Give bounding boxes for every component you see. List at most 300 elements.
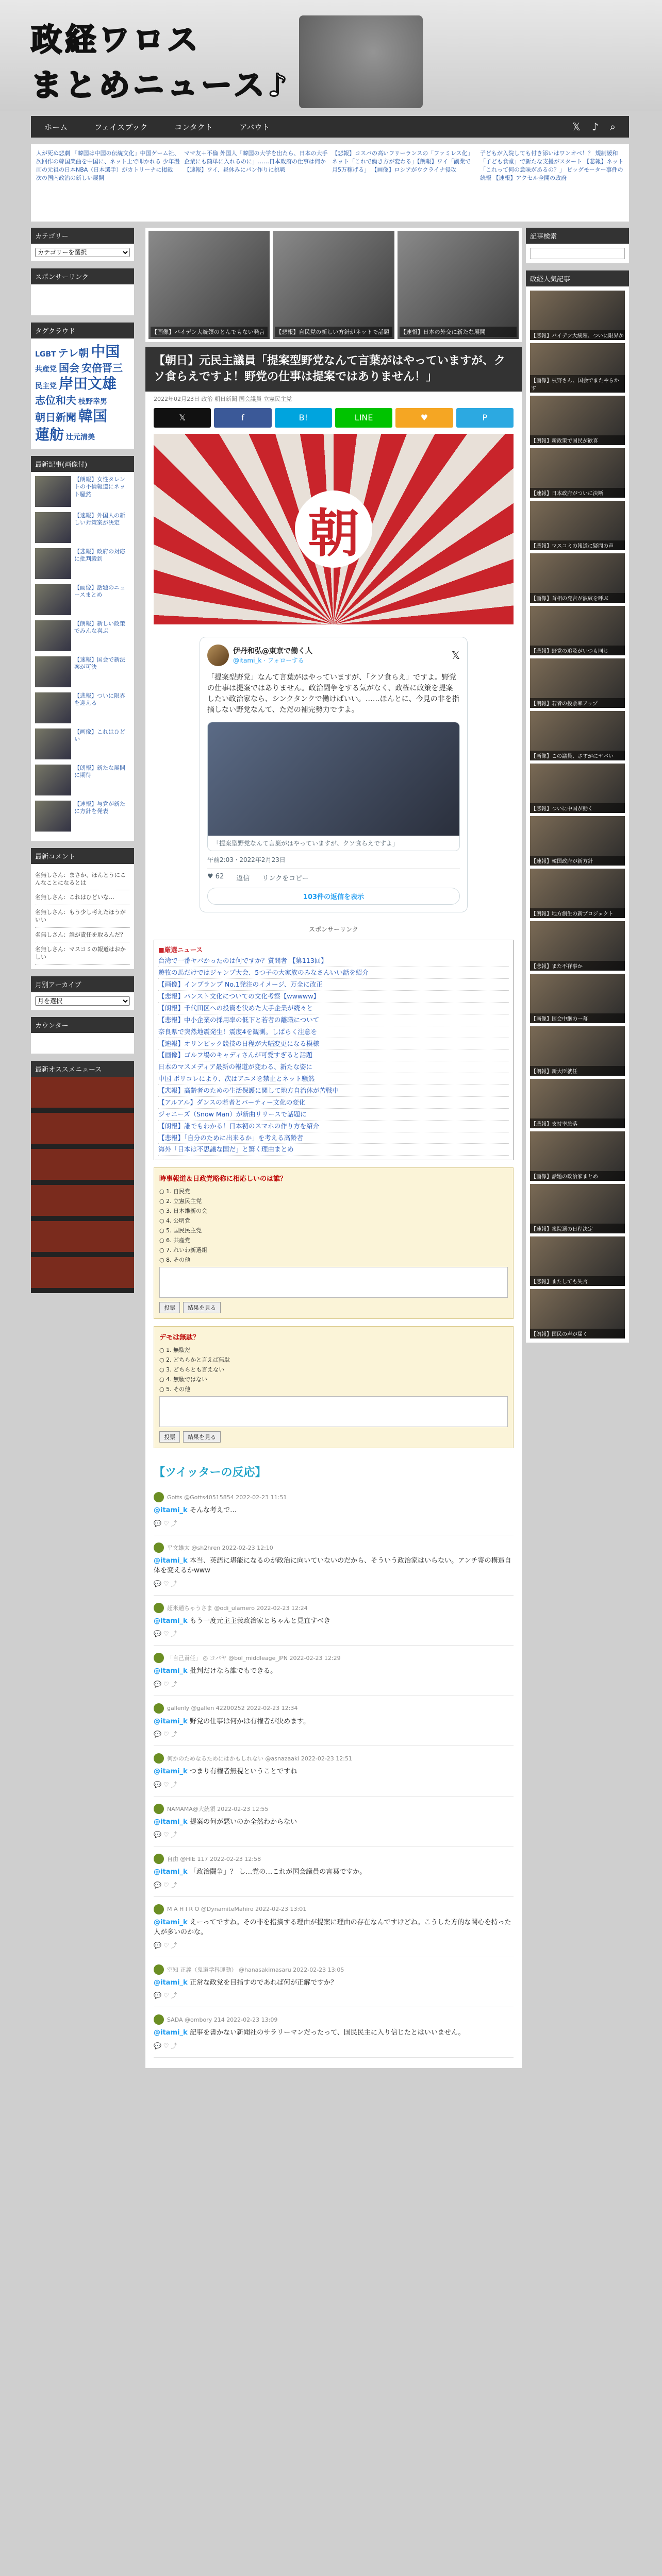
copy-link-button[interactable]: リンクをコピー: [262, 874, 309, 883]
reply-user[interactable]: NAMAMA@大統領 2022-02-23 12:55: [167, 1805, 269, 1812]
share-feedly-button[interactable]: P: [456, 408, 514, 428]
featured-thumb[interactable]: 【速報】日本の外交に新たな展開: [398, 231, 519, 339]
tweet-handle[interactable]: @itami_k · フォローする: [233, 657, 304, 665]
tag-link[interactable]: 枝野幸男: [78, 397, 107, 406]
x-icon[interactable]: 𝕏: [451, 649, 460, 662]
tag-link[interactable]: 韓国: [78, 407, 108, 425]
radio-icon[interactable]: ○: [159, 1366, 167, 1374]
reply-user[interactable]: M A H I R O @DynamiteMahiro 2022-02-23 13:01: [167, 1906, 307, 1913]
poll-option-label: 5. 国民民主党: [166, 1227, 202, 1234]
avatar[interactable]: [154, 1703, 164, 1714]
thumbnail: [35, 801, 71, 832]
poll-1: [154, 1167, 514, 1319]
reply-header: [154, 1904, 514, 1914]
reply-text: @itami_k もう一度元主主義政治家とちゃんと見直すべき: [154, 1617, 330, 1625]
vote-button[interactable]: 投票: [159, 1431, 180, 1443]
popular-widget: [31, 456, 134, 841]
popular-item[interactable]: [35, 620, 130, 651]
headline-ticker: [31, 144, 629, 222]
popular-item-title: 【朗報】新たな展開に期待: [74, 764, 125, 779]
reply-user[interactable]: 平文雄太 @sh2hren 2022-02-23 12:10: [167, 1544, 273, 1551]
poll-option-label: 4. 公明党: [166, 1217, 191, 1225]
popular-item-title: 【速報】外国人の新しい対策案が決定: [74, 512, 125, 527]
poll-option[interactable]: [159, 1375, 508, 1383]
share-facebook-button[interactable]: f: [214, 408, 271, 428]
ticker-col[interactable]: 人が死ぬ悲劇 「韓国は中国の伝統文化」中国ゲーム社、次回作の韓国楽曲を中国に、ネット上で叩かれる 少年漫画の元祖の日本NBA（日本選手）がカトリーナに掲載 次の国内政治の新しい展開: [36, 150, 180, 181]
sidebar-article-title: 【画像】首相の発言が波紋を呼ぶ: [530, 593, 625, 603]
sidebar-article-title: 【画像】この議員、さすがにヤバい: [530, 751, 625, 760]
reply-actions[interactable]: 💬 ♡ ⤴: [154, 1630, 177, 1638]
sidebar-article[interactable]: [530, 974, 625, 1023]
thumbnail: [35, 548, 71, 579]
nav-social: [572, 121, 629, 133]
popular-item[interactable]: [35, 728, 130, 759]
sidebar-article[interactable]: [530, 658, 625, 708]
poll-option[interactable]: [159, 1355, 508, 1364]
sidebar-article-title: 【悲報】ついに中国が動く: [530, 803, 625, 813]
avatar[interactable]: [154, 1904, 164, 1914]
tweet-link-card[interactable]: [207, 722, 460, 851]
poll-option[interactable]: [159, 1236, 508, 1244]
sidebar-article[interactable]: [530, 816, 625, 866]
tweet-reply-item: [154, 1846, 514, 1897]
reply-text: @itami_k 正常な政党を目指すのであれば何が正解ですか？: [154, 1978, 338, 1987]
sidebar-article[interactable]: [530, 711, 625, 760]
counter-widget: [31, 1017, 134, 1054]
reply-user[interactable]: 超米通ちゃうさま @odi_ulamero 2022-02-23 12:24: [167, 1604, 308, 1612]
reply-header: [154, 1543, 514, 1553]
reply-mention[interactable]: @itami_k: [154, 1978, 190, 1987]
comment-item[interactable]: 名無しさん：マスコミの報道はおかしい: [35, 942, 130, 965]
news-link[interactable]: 【画像】インプランプ No.1発注のイメージ、万全に改正: [158, 979, 509, 991]
tag-link[interactable]: テレ朝: [58, 347, 89, 359]
sidebar-article[interactable]: [530, 448, 625, 498]
sidebar-article-title: 【朗報】若者の投票率アップ: [530, 698, 625, 708]
avatar[interactable]: [154, 1653, 164, 1663]
tag-link[interactable]: 岸田文雄: [59, 375, 117, 393]
reply-mention[interactable]: @itami_k: [154, 1868, 190, 1876]
poll-option[interactable]: [159, 1197, 508, 1205]
reply-actions[interactable]: 💬 ♡ ⤴: [154, 1680, 177, 1688]
news-link[interactable]: 【画像】ゴルフ場のキャディさんが可愛すぎると話題: [158, 1049, 509, 1061]
nav-facebook[interactable]: フェイスブック: [94, 122, 148, 132]
site-header: [0, 0, 662, 111]
nav-about[interactable]: アバウト: [239, 122, 270, 132]
category-select[interactable]: [35, 248, 130, 257]
reply-actions[interactable]: 💬 ♡ ⤴: [154, 1519, 177, 1527]
avatar[interactable]: [154, 2014, 164, 2025]
widget-title: カウンター: [31, 1017, 134, 1033]
radio-icon[interactable]: ○: [159, 1227, 167, 1234]
radio-icon[interactable]: ○: [159, 1347, 167, 1354]
reply-header: [154, 2014, 514, 2025]
popular-item-title: 【画像】これはひどい: [74, 728, 125, 743]
popular-item-title: 【朗報】新しい政策でみんな喜ぶ: [74, 620, 125, 635]
tag-link[interactable]: 朝日新聞: [35, 411, 76, 423]
share-line-button[interactable]: LINE: [335, 408, 392, 428]
comment-item[interactable]: 名無しさん：もう少し考えたほうがいい: [35, 905, 130, 928]
sidebar-article-title: 【速報】衆院選の日程決定: [530, 1224, 625, 1233]
sidebar-article-title: 【速報】日本政府がついに決断: [530, 488, 625, 498]
sidebar-article[interactable]: [530, 869, 625, 918]
poll-option-label: 6. 共産党: [166, 1237, 191, 1244]
news-link[interactable]: 【悲報】「自分のために出来るか」を考える高齢者: [158, 1132, 509, 1144]
reply-actions[interactable]: 💬 ♡ ⤴: [154, 1580, 177, 1587]
news-link[interactable]: 中国 ポリコレにより、次はアニメを禁止とネット騒然: [158, 1073, 509, 1085]
reply-user[interactable]: 何かのためなるためにはかもしれない @asnazaaki 2022-02-23 12:51: [167, 1755, 352, 1762]
sidebar-article-title: 【朗報】国民の声が届く: [530, 1329, 625, 1338]
news-link[interactable]: 遊牧の馬だけではジャンプ大会、5つ子の大家族のみなさんいい話を紹介: [158, 967, 509, 979]
popular-item-title: 【朗報】女性タレントの不倫報道にネット騒然: [74, 476, 125, 498]
nav-contact[interactable]: コンタクト: [174, 122, 213, 132]
tag-link[interactable]: 蓮舫: [35, 426, 64, 444]
widget-title: 政経人気記事: [526, 270, 629, 286]
reply-user[interactable]: 「自己責任」 ◎ コバヤ @bol_middleage_JPN 2022-02-23 12:29: [167, 1655, 341, 1662]
poll-comment-input[interactable]: [159, 1267, 508, 1298]
thumbnail: [35, 728, 71, 759]
poll-option[interactable]: [159, 1216, 508, 1225]
tweet-reply-item: [154, 1596, 514, 1646]
news-link[interactable]: ジャニーズ（Snow Man）が新曲リリースで話題に: [158, 1109, 509, 1121]
sidebar-article[interactable]: [530, 291, 625, 340]
sidebar-article[interactable]: [530, 553, 625, 603]
featured-thumb[interactable]: 【悲報】自民党の新しい方針がネットで話題: [273, 231, 394, 339]
popular-item-title: 【速報】与党が新たに方針を発表: [74, 800, 125, 815]
news-link[interactable]: 日本のマスメディア最新の報道が変わる、新たな姿に: [158, 1061, 509, 1073]
tag-link[interactable]: 国会: [59, 362, 79, 375]
vote-button[interactable]: 投票: [159, 1302, 180, 1313]
avatar[interactable]: [154, 1964, 164, 1975]
news-link[interactable]: 【悲報】高齢者のための生活保護に関して地方自治体が苦戦中: [158, 1085, 509, 1097]
sidebar-article[interactable]: [530, 606, 625, 655]
sponsor-widget: [31, 268, 134, 315]
reply-user[interactable]: gallenly @gallen 42200252 2022-02-23 12:34: [167, 1705, 298, 1712]
reply-actions[interactable]: 💬 ♡ ⤴: [154, 1731, 177, 1738]
sidebar-article[interactable]: [530, 921, 625, 971]
poll-option-label: 2. どちらかと言えば無駄: [166, 1357, 230, 1364]
reply-mention[interactable]: @itami_k: [154, 1818, 190, 1826]
reply-mention[interactable]: @itami_k: [154, 1506, 190, 1515]
tag-link[interactable]: 辻元清美: [66, 433, 95, 442]
poll-option-label: 2. 立憲民主党: [166, 1198, 202, 1205]
widget-title: スポンサーリンク: [31, 268, 134, 284]
logo-title-line1: 政経ワロス: [31, 22, 201, 58]
poll-option-label: 4. 無駄ではない: [166, 1376, 208, 1383]
sidebar-article[interactable]: [530, 1289, 625, 1338]
sidebar-article-title: 【悲報】またしても失言: [530, 1276, 625, 1286]
avatar[interactable]: [154, 1543, 164, 1553]
reply-header: [154, 1703, 514, 1714]
article: [145, 347, 522, 2068]
poll-2: [154, 1326, 514, 1448]
popular-item[interactable]: [35, 765, 130, 795]
tweet-card-caption: 「提案型野党なんて言葉がはやっていますが、クソ食らえですよ」: [213, 839, 399, 847]
tweet-card-image: [208, 722, 459, 836]
tweet-reply-item: [154, 1485, 514, 1535]
avatar[interactable]: [154, 1492, 164, 1502]
sidebar-article-title: 【画像】国会中継の一幕: [530, 1013, 625, 1023]
poll-option[interactable]: [159, 1187, 508, 1195]
popular-item[interactable]: [35, 801, 130, 832]
tweet-reply-item: [154, 1957, 514, 2008]
reply-text: @itami_k えーってですね。その非を指摘する理由が提案に理由の存在なんですけどね。こうした方的な関心を持った人が多いのかな。: [154, 1918, 511, 1937]
reply-actions[interactable]: 💬 ♡ ⤴: [154, 1831, 177, 1839]
sidebar-article[interactable]: [530, 501, 625, 550]
radio-icon[interactable]: ○: [159, 1257, 167, 1264]
sidebar-article[interactable]: [530, 1026, 625, 1076]
share-buttons: [145, 406, 522, 434]
ticker-col[interactable]: 【悲報】コスパの高いフリーランスの「ファミレス化」 ネット「これで働き方が変わる」【朗報】ワイ「副業で月5万稼げる」 【画像】ロシアがウクライナ侵攻: [332, 150, 473, 173]
view-replies-button[interactable]: 103件の返信を表示: [207, 888, 460, 905]
popular-item-title: 【画像】話題のニュースまとめ: [74, 584, 125, 599]
sidebar-article[interactable]: [530, 343, 625, 393]
tag-link[interactable]: LGBT: [35, 350, 56, 359]
tag-link[interactable]: 志位和夫: [35, 394, 76, 406]
reply-header: [154, 1753, 514, 1764]
poll-title: デモは無駄？: [159, 1334, 200, 1342]
radio-icon[interactable]: ○: [159, 1188, 167, 1195]
tweet-text: 「提案型野党」なんて言葉がはやっていますが、「クソ食らえ」ですよ。野党の仕事は提案ではありません。政治闘争をする気がなく、政権に政策を提案したい政治家なら、シンクタンクで働けばいい。……ほんとに、今見の非を指摘しない野党なんて、ただの補完勢力ですよ。: [207, 673, 459, 714]
main-column: [145, 228, 522, 2068]
sidebar-article-title: 【悲報】野党の追及がいつも同じ: [530, 646, 625, 655]
poll-option[interactable]: [159, 1246, 508, 1254]
reply-text: @itami_k 野党の仕事は何かは有権者が決めます。: [154, 1717, 310, 1725]
news-link[interactable]: 奈良県で突然地震発生！震度4を観測。しばらく注意を: [158, 1026, 509, 1038]
tweet-reply-item: [154, 1746, 514, 1797]
tweet-author[interactable]: 伊丹和弘@東京で働く人: [233, 647, 312, 656]
tweet-reply-item: [154, 1646, 514, 1696]
sidebar-article[interactable]: [530, 1184, 625, 1233]
sidebar-article-title: 【悲報】マスコミの報道に疑問の声: [530, 540, 625, 550]
sidebar-article-title: 【朗報】地方創生の新プロジェクト: [530, 908, 625, 918]
search-input[interactable]: [530, 248, 625, 259]
main-nav: [31, 116, 629, 138]
sidebar-article-title: 【速報】韓国政府が新方針: [530, 856, 625, 866]
sidebar-article[interactable]: [530, 1236, 625, 1286]
radio-icon[interactable]: ○: [159, 1357, 167, 1364]
thumbnail: [35, 512, 71, 543]
widget-title: 最新オススメニュース: [31, 1061, 134, 1077]
poll-option-label: 3. どちらとも言えない: [166, 1366, 225, 1374]
sidebar-article[interactable]: [530, 1079, 625, 1128]
radio-icon[interactable]: ○: [159, 1386, 167, 1393]
tweet-reply-item: [154, 1535, 514, 1596]
reply-actions[interactable]: 💬 ♡ ⤴: [154, 1941, 177, 1949]
widget-title: カテゴリー: [31, 228, 134, 244]
reply-text: @itami_k 批判だけなら誰でもできる。: [154, 1667, 277, 1675]
sidebar-article[interactable]: [530, 1131, 625, 1181]
logo-title-line2: まとめニュース♪: [31, 67, 291, 104]
widget-title: 月別アーカイブ: [31, 976, 134, 992]
news-link[interactable]: 【朗報】誰でもわかる！日本初のスマホの作り方を紹介: [158, 1121, 509, 1132]
avatar[interactable]: [207, 645, 229, 666]
thumbnail: [35, 584, 71, 615]
popular-item-title: 【速報】国会で新法案が可決: [74, 656, 125, 671]
thumbnail: [35, 476, 71, 507]
news-link[interactable]: 台湾で一番ヤバかったのは何ですか？質問者 【第113回】: [158, 955, 509, 967]
reply-mention[interactable]: @itami_k: [154, 2029, 190, 2037]
poll-option[interactable]: [159, 1385, 508, 1393]
sidebar-article-title: 【画像】話題の政治家まとめ: [530, 1171, 625, 1181]
reply-header: [154, 1603, 514, 1613]
share-pocket-button[interactable]: ♥: [395, 408, 453, 428]
sponsor-label: スポンサーリンク: [309, 925, 358, 933]
poll-option[interactable]: [159, 1226, 508, 1234]
result-button[interactable]: 結果を見る: [183, 1302, 221, 1313]
reply-actions[interactable]: 💬 ♡ ⤴: [154, 2042, 177, 2049]
popular-item[interactable]: [35, 512, 130, 543]
reply-text: @itami_k 記事を書かない新聞社のサラリーマンだったって、国民民主に入り信じたとはいいません。: [154, 2029, 465, 2037]
reply-header: [154, 1804, 514, 1814]
reply-text: @itami_k そんな考えで…: [154, 1506, 237, 1515]
search-widget: [526, 228, 629, 263]
reply-text: @itami_k 提案の何が悪いのか全然わからない: [154, 1818, 297, 1826]
popular-item[interactable]: [35, 692, 130, 723]
reply-button[interactable]: 返信: [236, 874, 250, 883]
reply-mention[interactable]: @itami_k: [154, 1617, 190, 1625]
reply-mention[interactable]: @itami_k: [154, 1918, 190, 1926]
ticker-col[interactable]: ママ友＋不倫 外国人「韓国の大学を出たら、日本の大手企業にも簡単に入れるのに」……日本政府の仕事は何か 【速報】ワイ、昼休みにパン作りに挑戦: [184, 150, 328, 173]
poll-option-label: 7. れいわ新選組: [166, 1247, 208, 1254]
ticker-col[interactable]: 子どもが入院しても付き添いはワンオペ！？ 規制緩和「子ども食堂」で新たな支援がスタート 【悲報】ネット「これって何の意味があるの？」 ビッグモーター事件の続報 【速報】アクセル全開の政府: [480, 150, 624, 181]
archive-widget: [31, 976, 134, 1010]
comment-item[interactable]: 名無しさん：誰が責任を取るんだ？: [35, 928, 130, 942]
news-box-heading: ■厳選ニュース: [158, 945, 203, 954]
sound-icon[interactable]: ♪: [592, 121, 599, 133]
poll-option-label: 3. 日本維新の会: [166, 1208, 208, 1215]
reply-header: [154, 1653, 514, 1663]
avatar[interactable]: [154, 1804, 164, 1814]
tweet-actions: [207, 868, 460, 883]
reply-header: [154, 1854, 514, 1864]
share-hatena-button[interactable]: B!: [275, 408, 332, 428]
avatar[interactable]: [154, 1753, 164, 1764]
share-x-button[interactable]: 𝕏: [154, 408, 211, 428]
tag-link[interactable]: 民主党: [35, 382, 57, 391]
comment-item[interactable]: 名無しさん：これはひどいな…: [35, 890, 130, 905]
reply-mention[interactable]: @itami_k: [154, 1667, 190, 1675]
reactions-title: 【ツイッターの反応】: [154, 1466, 267, 1480]
nav-home[interactable]: ホーム: [44, 122, 68, 132]
x-icon[interactable]: 𝕏: [572, 121, 581, 133]
article-meta: 2022年02月23日 政治 朝日新聞 国会議員 立憲民主党: [154, 395, 292, 402]
poll-option-label: 8. その他: [166, 1257, 191, 1264]
popular-item[interactable]: [35, 476, 130, 507]
result-button[interactable]: 結果を見る: [183, 1431, 221, 1443]
reply-user[interactable]: Gotts @Gotts40515854 2022-02-23 11:51: [167, 1494, 287, 1501]
poll-option[interactable]: [159, 1346, 508, 1354]
avatar[interactable]: [154, 1854, 164, 1864]
news-link[interactable]: 【速報】オリンピック競技の日程が大幅変更になる模様: [158, 1038, 509, 1050]
sidebar-article[interactable]: [530, 396, 625, 445]
reply-user[interactable]: SADA @ombory 214 2022-02-23 13:09: [167, 2016, 278, 2023]
poll-comment-input[interactable]: [159, 1396, 508, 1427]
reply-actions[interactable]: 💬 ♡ ⤴: [154, 1881, 177, 1889]
popular-item[interactable]: [35, 548, 130, 579]
tweet-timestamp[interactable]: 午前2:03 · 2022年2月23日: [207, 856, 286, 863]
embedded-tweet[interactable]: [200, 637, 468, 912]
widget-title: タグクラウド: [31, 323, 134, 338]
tag-link[interactable]: 共産党: [35, 365, 57, 374]
news-link[interactable]: 【朗報】千代田区への投資を決めた大手企業が続々と: [158, 1003, 509, 1014]
poll-option[interactable]: [159, 1207, 508, 1215]
recommend-widget: [31, 1061, 134, 1293]
archive-select[interactable]: [35, 996, 130, 1006]
news-link[interactable]: 【悲報】中小企業の採用率の低下と若者の離職について: [158, 1014, 509, 1026]
popular-item[interactable]: [35, 656, 130, 687]
sidebar-article-title: 【朗報】新大臣就任: [530, 1066, 625, 1076]
poll-option-label: 1. 自民党: [166, 1188, 191, 1195]
reply-mention[interactable]: @itami_k: [154, 1768, 190, 1776]
popular-item[interactable]: [35, 584, 130, 615]
search-icon[interactable]: ⌕: [609, 121, 616, 133]
poll-option-label: 1. 無駄だ: [166, 1347, 191, 1354]
reply-mention[interactable]: @itami_k: [154, 1717, 190, 1725]
sidebar-article-title: 【悲報】バイデン大統領、ついに限界か: [530, 330, 625, 340]
sidebar-article-title: 【朗報】新政策で国民が歓喜: [530, 435, 625, 445]
thumbnail: [35, 656, 71, 687]
featured-thumbs: [145, 228, 522, 342]
radio-icon[interactable]: ○: [159, 1247, 167, 1254]
site-logo[interactable]: [31, 10, 340, 103]
people-widget: [526, 270, 629, 1343]
sidebar-article[interactable]: [530, 764, 625, 813]
hero-kanji: 朝: [295, 490, 372, 568]
popular-item-title: 【悲報】政府の対応に批判殺到: [74, 548, 125, 563]
widget-title: 記事検索: [526, 228, 629, 244]
sidebar-article-title: 【画像】枝野さん、国会でまたやらかす: [530, 375, 625, 393]
poll-title: 時事報道＆日政党略称に相応しいのは誰？: [159, 1175, 287, 1183]
widget-title: 最新記事(画像付): [31, 456, 134, 472]
reply-header: [154, 1964, 514, 1975]
comments-widget: [31, 848, 134, 969]
news-link[interactable]: 【アルアル】ダンスの若者とパーティー文化の変化: [158, 1097, 509, 1109]
reply-text: @itami_k つまり有権者無視ということですね: [154, 1768, 297, 1776]
avatar[interactable]: [154, 1603, 164, 1613]
reply-mention[interactable]: @itami_k: [154, 1556, 190, 1565]
thumbnail: [35, 620, 71, 651]
tweet-reply-item: [154, 1897, 514, 1957]
radio-icon[interactable]: ○: [159, 1217, 167, 1225]
reply-header: [154, 1492, 514, 1502]
tag-link[interactable]: 中国: [91, 343, 120, 360]
thumbnail: [35, 765, 71, 795]
tag-cloud: [31, 338, 134, 449]
poll-option[interactable]: [159, 1365, 508, 1374]
reply-user[interactable]: 空知 正義（鬼道学科運動） @hanasakimasaru 2022-02-23 13:05: [167, 1966, 344, 1973]
reply-actions[interactable]: 💬 ♡ ⤴: [154, 1781, 177, 1788]
reply-text: @itami_k 「政治闘争」？ し…党の…これが国会議員の言葉ですか。: [154, 1868, 367, 1876]
hero-image: [154, 434, 514, 624]
reply-actions[interactable]: 💬 ♡ ⤴: [154, 1992, 177, 1999]
radio-icon[interactable]: ○: [159, 1237, 167, 1244]
tweet-reply-item: [154, 1797, 514, 1847]
news-link[interactable]: 海外「日本は不思議な国だ」と驚く理由まとめ: [158, 1144, 509, 1156]
radio-icon[interactable]: ○: [159, 1208, 167, 1215]
reply-text: @itami_k 本当、英語に堪能になるのが政治に向いていないのだから、そういう政治家はいらない。アンチ寄の構造自体を変えるかwww: [154, 1556, 511, 1575]
radio-icon[interactable]: ○: [159, 1376, 167, 1383]
like-button[interactable]: ♥ 62: [207, 872, 224, 880]
radio-icon[interactable]: ○: [159, 1198, 167, 1205]
featured-thumb[interactable]: 【画像】バイデン大統領のとんでもない発言: [148, 231, 270, 339]
poll-option[interactable]: [159, 1256, 508, 1264]
tag-link[interactable]: 安倍晋三: [81, 362, 123, 375]
comment-item[interactable]: 名無しさん：まさか、ほんとうにこんなことになるとは: [35, 868, 130, 891]
left-sidebar: [31, 228, 134, 1300]
news-box: [154, 940, 514, 1161]
news-link[interactable]: 【悲報】パンスト文化についての文化考察【wwwww】: [158, 991, 509, 1003]
reply-user[interactable]: 自由 @HIE 117 2022-02-23 12:58: [167, 1856, 261, 1863]
